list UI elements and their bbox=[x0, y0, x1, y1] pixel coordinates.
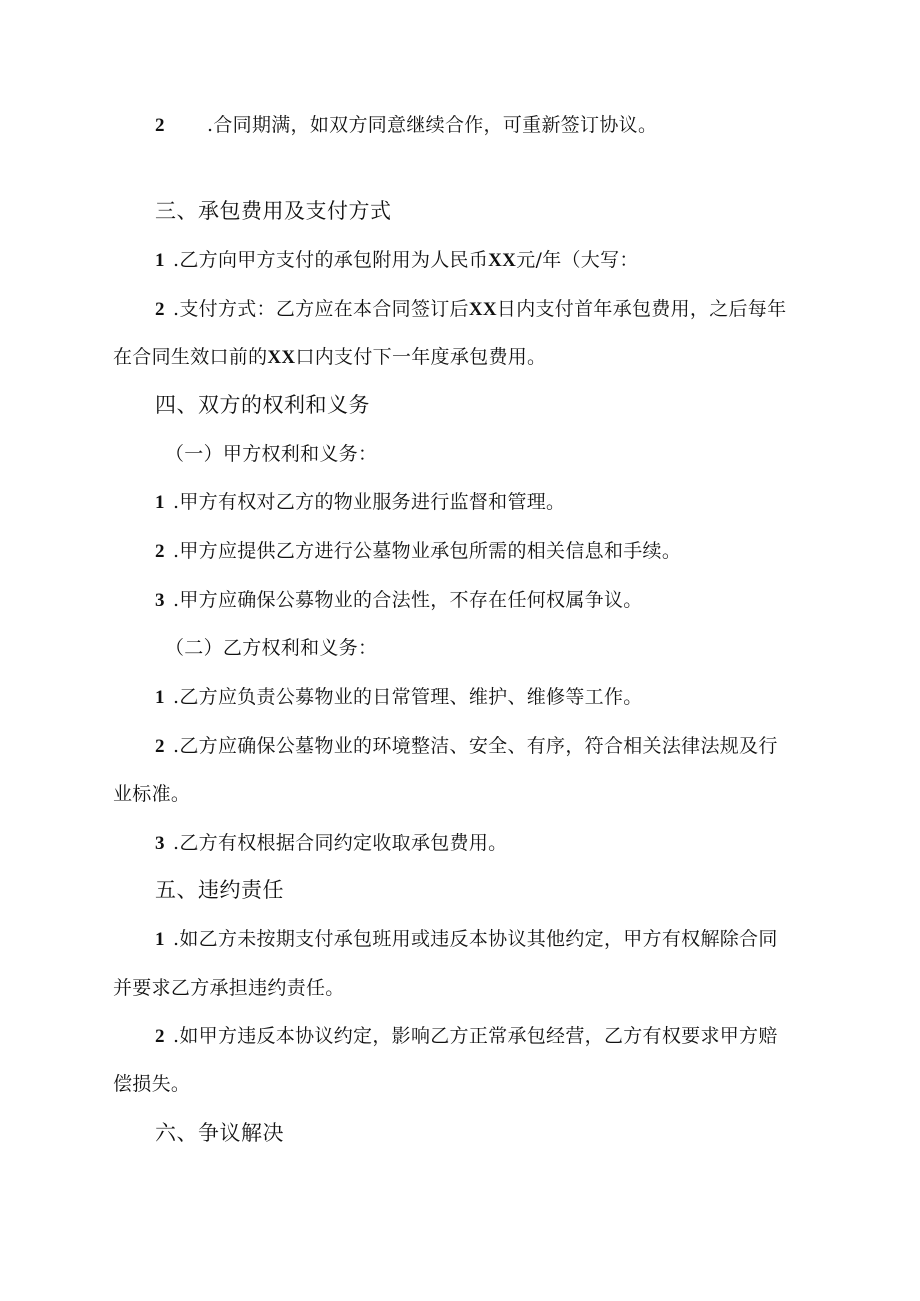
clause-5-1-continuation: 并要求乙方承担违约责任。 bbox=[113, 977, 345, 999]
section-heading-4: 四、双方的权利和义务 bbox=[155, 393, 370, 417]
clause-text: .甲方应提供乙方进行公墓物业承包所需的相关信息和手续。 bbox=[173, 540, 682, 562]
clause-number: 1 bbox=[155, 492, 165, 513]
placeholder-days: XX bbox=[267, 347, 296, 368]
placeholder-days: XX bbox=[468, 299, 497, 320]
clause-4-a-1 bbox=[155, 489, 565, 516]
clause-3-2 bbox=[155, 296, 786, 323]
section-heading-3: 三、承包费用及支付方式 bbox=[155, 199, 392, 223]
clause-4-b-3 bbox=[155, 830, 507, 857]
clause-number: 3 bbox=[155, 833, 165, 854]
subsection-heading-party-b: （二）乙方权利和义务： bbox=[165, 637, 378, 659]
subsection-heading-party-a: （一）甲方权利和义务： bbox=[165, 443, 378, 465]
clause-number: 1 bbox=[155, 250, 165, 271]
clause-text: .乙方应负责公募物业的日常管理、维护、维修等工作。 bbox=[173, 686, 643, 708]
clause-text: .乙方应确保公墓物业的环境整洁、安全、有序，符合相关法律法规及行 bbox=[173, 735, 778, 757]
clause-text-end: 日内支付首年承包费用，之后每年 bbox=[496, 298, 787, 320]
clause-text: .如乙方未按期支付承包班用或违反本协议其他约定，甲方有权解除合同 bbox=[173, 928, 778, 950]
clause-text: 在合同生效口前的 bbox=[113, 346, 268, 368]
clause-text-end: 口内支付下一年度承包费用。 bbox=[295, 346, 547, 368]
clause-number: 2 bbox=[155, 541, 165, 562]
clause-4-a-3 bbox=[155, 587, 643, 614]
clause-2-2 bbox=[155, 112, 657, 139]
clause-number: 1 bbox=[155, 929, 165, 950]
clause-3-1 bbox=[155, 247, 639, 274]
clause-number: 2 bbox=[155, 115, 165, 136]
clause-number: 2 bbox=[155, 1026, 165, 1047]
clause-4-a-2 bbox=[155, 538, 681, 565]
section-heading-5: 五、违约责任 bbox=[155, 878, 284, 902]
clause-4-b-1 bbox=[155, 684, 643, 711]
clause-text: .如甲方违反本协议约定，影响乙方正常承包经营，乙方有权要求甲方赔 bbox=[173, 1025, 778, 1047]
clause-text: .乙方有权根据合同约定收取承包费用。 bbox=[173, 832, 508, 854]
clause-5-1 bbox=[155, 926, 778, 953]
clause-5-2-continuation: 偿损失。 bbox=[113, 1073, 191, 1095]
clause-number: 3 bbox=[155, 590, 165, 611]
clause-number: 1 bbox=[155, 687, 165, 708]
clause-number: 2 bbox=[155, 736, 165, 757]
clause-text-end: 元/年（大写： bbox=[516, 249, 639, 271]
clause-text: .乙方向甲方支付的承包附用为人民币 bbox=[173, 249, 489, 271]
clause-3-2-continuation bbox=[113, 344, 546, 371]
clause-number: 2 bbox=[155, 299, 165, 320]
clause-5-2 bbox=[155, 1023, 778, 1050]
clause-text: .合同期满，如双方同意继续合作，可重新签订协议。 bbox=[207, 114, 658, 136]
clause-text: .支付方式：乙方应在本合同签订后 bbox=[173, 298, 469, 320]
clause-4-b-2 bbox=[155, 733, 778, 760]
placeholder-amount: XX bbox=[488, 250, 517, 271]
clause-text: .甲方应确保公募物业的合法性，不存在任何权属争议。 bbox=[173, 589, 643, 611]
clause-4-b-2-continuation: 业标准。 bbox=[113, 783, 191, 805]
section-heading-6: 六、争议解决 bbox=[155, 1121, 284, 1145]
clause-text: .甲方有权对乙方的物业服务进行监督和管理。 bbox=[173, 491, 566, 513]
